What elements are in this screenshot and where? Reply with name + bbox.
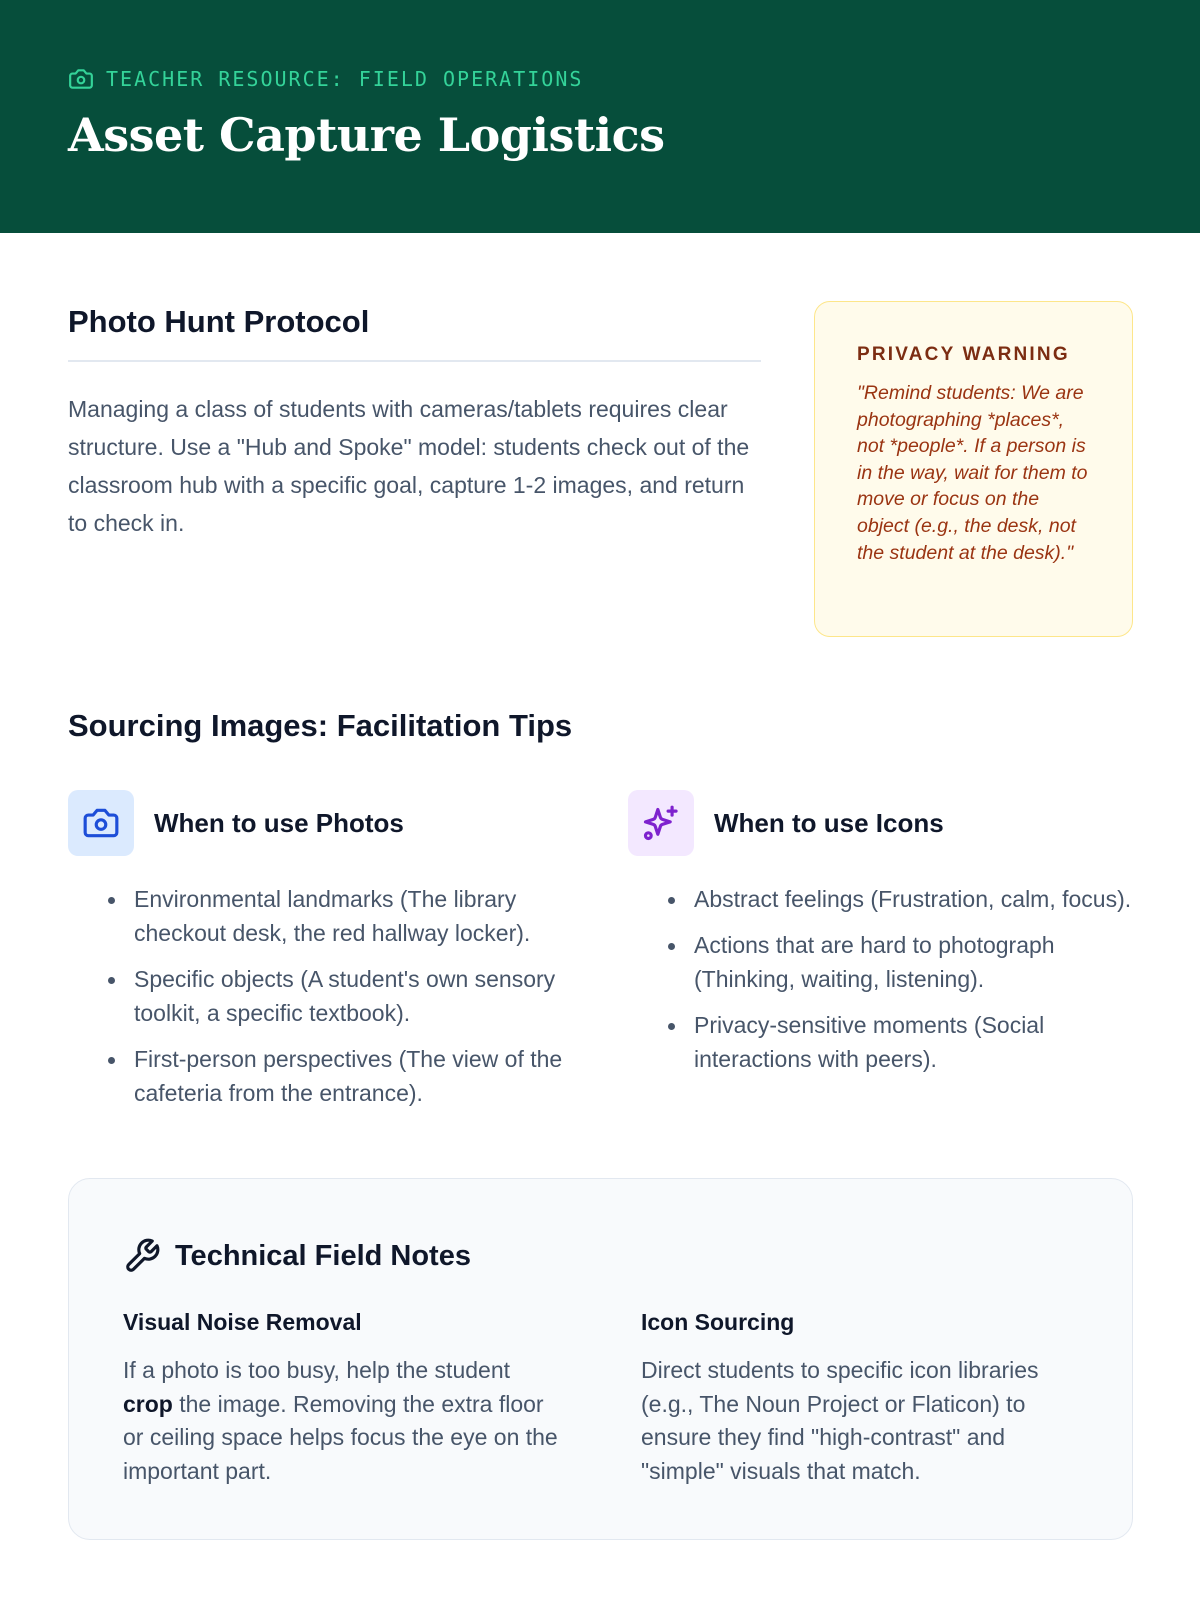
wrench-icon [123,1237,161,1275]
section-divider [68,360,761,362]
photos-list [68,882,588,1110]
icons-list [628,882,1148,1076]
visual-noise-note [123,1309,563,1488]
icon-sourcing-text: Direct students to specific icon libraries (e.g., The Noun Project or Flaticon) to ensure they find "high-contrast" and "simple" visuals that match. [641,1357,1039,1484]
icons-icon-tile [628,790,694,856]
icons-title: When to use Icons [714,807,944,838]
eyebrow-text: TEACHER RESOURCE: FIELD OPERATIONS [106,67,584,91]
visual-noise-emphasis: crop [123,1390,173,1417]
field-notes-title: Technical Field Notes [175,1239,471,1272]
visual-noise-text-end: the image. Removing the extra floor or ceiling space helps focus the eye on the important part. [123,1390,558,1484]
icon-sourcing-note [641,1309,1081,1488]
camera-icon [68,66,94,92]
sparkles-icon [642,804,680,842]
list-item: Actions that are hard to photograph (Thinking, waiting, listening). [694,928,1148,996]
eyebrow [68,66,583,92]
icon-sourcing-title: Icon Sourcing [641,1309,795,1335]
privacy-warning-text: "Remind students: We are photographing *places*, not *people*. If a person is in the way, wait for them to move or focus on the object (e.g., the desk, not the student at the desk)." [857,382,1088,564]
icons-column [628,790,1148,1088]
list-item: Abstract feelings (Frustration, calm, focus). [694,882,1148,916]
page-title: Asset Capture Logistics [68,108,665,162]
list-item: Specific objects (A student's own sensory toolkit, a specific textbook). [134,962,588,1030]
field-notes-card [68,1178,1133,1540]
icons-header [628,790,1148,856]
field-notes-header [123,1237,471,1275]
visual-noise-text [123,1354,563,1488]
photos-icon-tile [68,790,134,856]
sourcing-title: Sourcing Images: Facilitation Tips [68,708,573,743]
privacy-warning-callout [814,301,1133,637]
list-item: First-person perspectives (The view of the cafeteria from the entrance). [134,1042,588,1110]
protocol-body: Managing a class of students with cameras/tablets requires clear structure. Use a "Hub and Spoke" model: students check out of the classroom hub with a specific goal, capture 1-2 images, and return to check in. [68,396,750,536]
page-header [0,0,1200,233]
visual-noise-title: Visual Noise Removal [123,1309,362,1335]
visual-noise-text-start: If a photo is too busy, help the student [123,1357,511,1383]
list-item: Privacy-sensitive moments (Social interactions with peers). [694,1008,1148,1076]
photos-header [68,790,588,856]
protocol-title: Photo Hunt Protocol [68,304,370,339]
privacy-warning-label: PRIVACY WARNING [857,344,1070,365]
photos-title: When to use Photos [154,807,404,838]
list-item: Environmental landmarks (The library checkout desk, the red hallway locker). [134,882,588,950]
camera-icon [82,804,120,842]
photos-column [68,790,588,1122]
